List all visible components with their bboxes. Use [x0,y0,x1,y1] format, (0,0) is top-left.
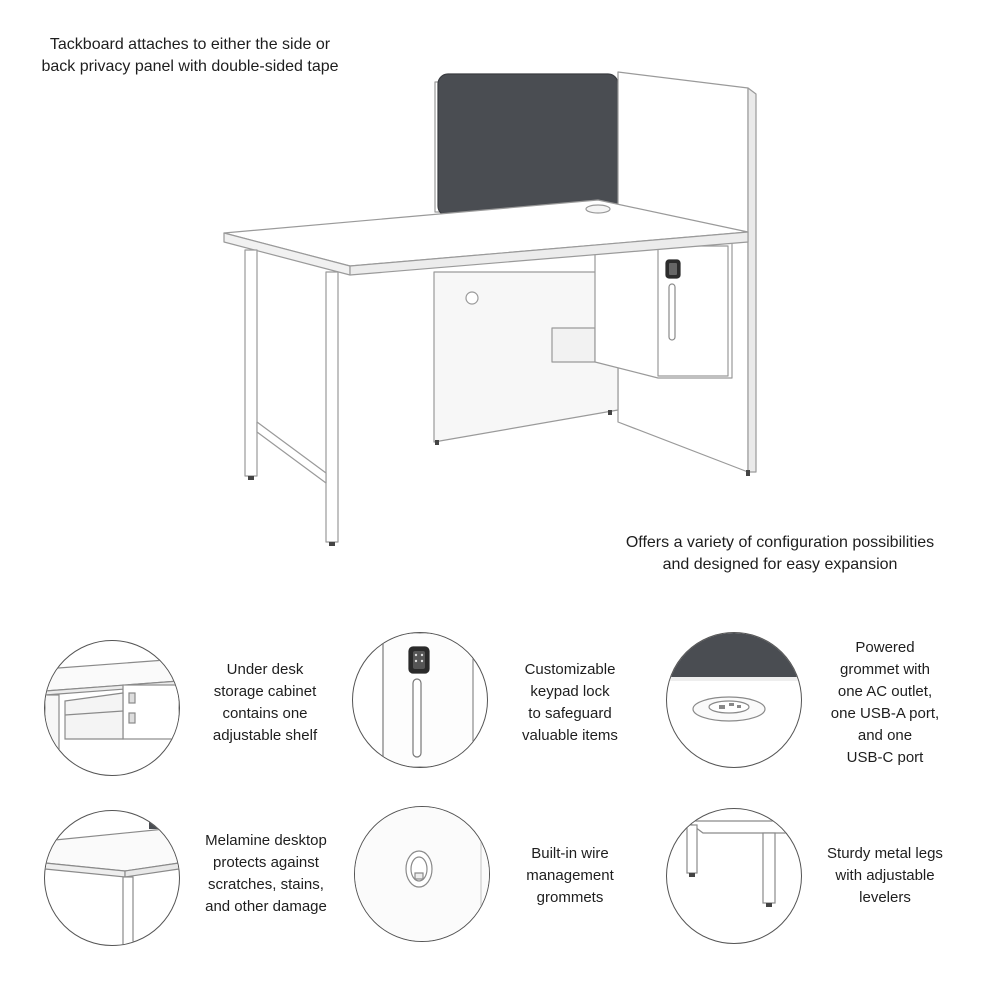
configuration-caption [600,532,960,576]
feature-storage-line-2: storage cabinet [213,683,317,700]
tackboard-caption-line-2: back privacy panel with double-sided tape [41,58,339,75]
feature-powered-line-5: and one [857,727,913,744]
melamine-desktop-icon [44,810,180,946]
wire-grommet-icon [354,806,490,942]
configuration-caption-line-2: and designed for easy expansion [662,556,898,573]
feature-wire-line-3: grommets [536,889,604,906]
tackboard-caption-line-1: Tackboard attaches to either the side or [49,36,331,53]
feature-powered-line-3: one AC outlet, [837,683,933,700]
feature-storage-line-3: contains one [222,705,308,722]
desk-product-illustration [200,60,780,560]
cabinet-handle [669,284,675,340]
storage-cabinet-icon [44,640,180,776]
tackboard-panel [438,74,618,216]
feature-wire-line-2: management [526,867,614,884]
feature-keypad-line-1: Customizable [524,661,616,678]
feature-keypad-line-3: to safeguard [528,705,612,722]
support-panel-grommet [466,292,478,304]
feature-keypad-line-2: keypad lock [530,683,610,700]
feature-legs-line-2: with adjustable [835,867,935,884]
feature-metal-legs-text [810,843,960,909]
feature-legs-line-1: Sturdy metal legs [827,845,943,862]
feature-powered-line-1: Powered [855,639,915,656]
feature-keypad-line-4: valuable items [522,727,618,744]
feature-melamine-line-3: scratches, stains, [208,876,324,893]
feature-storage-cabinet-text [190,659,340,747]
powered-grommet-icon [666,632,802,768]
feature-powered-line-4: one USB-A port, [830,705,940,722]
feature-storage-line-4: adjustable shelf [212,727,318,744]
feature-melamine-line-1: Melamine desktop [205,832,327,849]
front-left-leg [245,250,257,476]
feature-powered-line-6: USB-C port [846,749,924,766]
keypad-lock-icon [352,632,488,768]
feature-melamine-line-2: protects against [213,854,319,871]
feature-storage-line-1: Under desk [226,661,304,678]
feature-powered-line-2: grommet with [839,661,931,678]
feature-wire-grommet-text [510,843,630,909]
feature-legs-line-3: levelers [859,889,911,906]
feature-keypad-lock-text [495,659,645,747]
front-right-leg [326,272,338,542]
desktop-power-grommet [586,205,610,213]
configuration-caption-line-1: Offers a variety of configuration possibilities [625,534,935,551]
feature-powered-grommet-text [810,637,960,769]
feature-melamine-line-4: and other damage [205,898,327,915]
metal-legs-icon [666,808,802,944]
feature-wire-line-1: Built-in wire [531,845,609,862]
feature-melamine-text [186,830,346,918]
